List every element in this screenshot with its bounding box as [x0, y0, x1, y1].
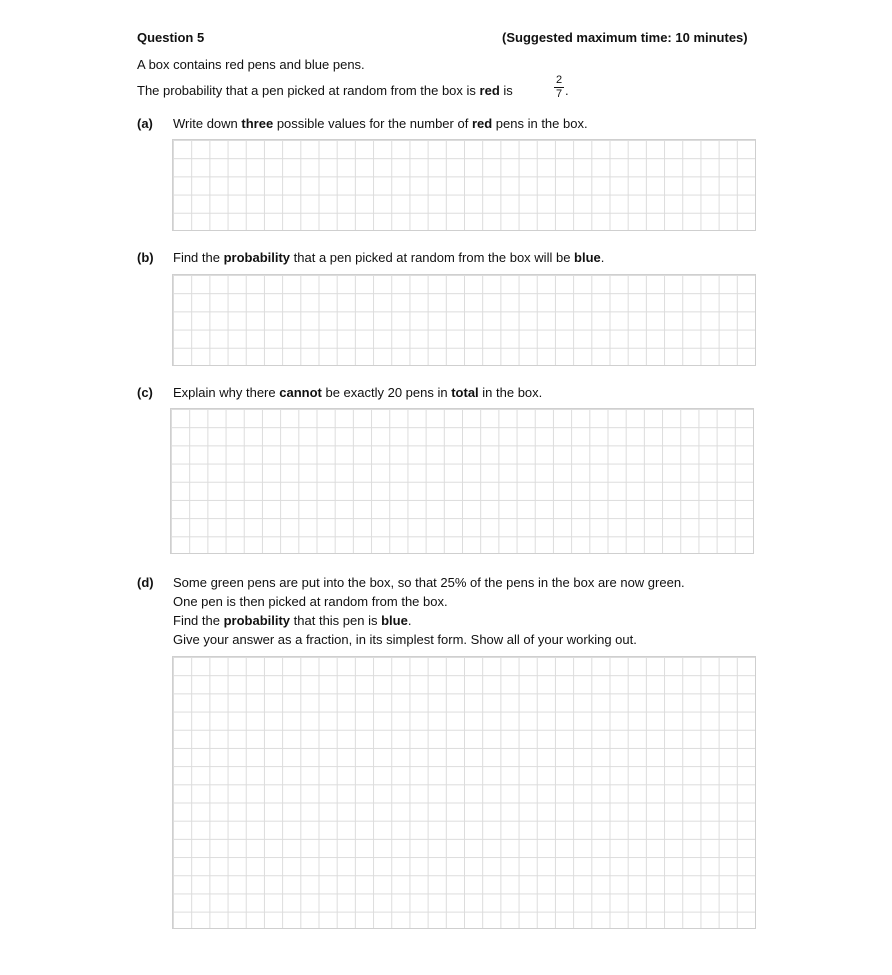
part-a-question — [173, 115, 588, 132]
part-c-text-2: be exactly 20 pens in — [321, 385, 452, 400]
part-d-bold-2: blue — [381, 613, 408, 628]
part-a-text-2: possible values for the number of — [273, 116, 472, 131]
suggested-time: (Suggested maximum time: 10 minutes) — [502, 30, 748, 45]
fraction-denominator: 7 — [555, 88, 563, 100]
part-c-text-1: Explain why there — [173, 385, 280, 400]
part-a-bold-1: three — [241, 116, 274, 131]
part-b-label: (b) — [137, 250, 154, 265]
part-c-label: (c) — [137, 385, 153, 400]
part-d-answer-grid[interactable] — [172, 656, 756, 929]
part-d-text-1: Find the — [173, 613, 224, 628]
part-a-bold-2: red — [471, 116, 493, 131]
part-a-text-3: pens in the box. — [492, 116, 588, 131]
intro-red-word: red — [479, 83, 500, 98]
part-d-line-2: One pen is then picked at random from the box. — [173, 594, 448, 609]
part-b-answer-grid[interactable] — [172, 274, 756, 366]
part-c-bold-2: total — [451, 385, 479, 400]
part-b-question — [173, 249, 604, 266]
part-a-label: (a) — [137, 116, 153, 131]
part-b-text-2: that a pen picked at random from the box will be — [290, 250, 575, 265]
question-title: Question 5 — [137, 30, 205, 45]
intro-line-2-text: The probability that a pen picked at random from the box is — [137, 83, 480, 98]
fraction-numerator: 2 — [555, 74, 563, 86]
part-c-answer-grid[interactable] — [170, 408, 754, 554]
part-c-question — [173, 384, 542, 401]
part-c-text-3: in the box. — [478, 385, 543, 400]
part-d-label: (d) — [137, 575, 154, 590]
part-c-bold-1: cannot — [279, 385, 322, 400]
part-b-text-1: Find the — [173, 250, 224, 265]
probability-fraction — [554, 75, 564, 100]
part-d-line-3 — [173, 612, 411, 629]
part-a-answer-grid[interactable] — [172, 139, 756, 231]
part-d-line-1: Some green pens are put into the box, so that 25% of the pens in the box are now green. — [173, 575, 685, 590]
part-d-text-2: that this pen is — [290, 613, 382, 628]
part-b-bold-1: probability — [223, 250, 291, 265]
part-b-text-3: . — [600, 250, 605, 265]
intro-is-word: is — [499, 83, 513, 98]
part-d-bold-1: probability — [223, 613, 291, 628]
part-d-text-3: . — [407, 613, 412, 628]
intro-line-1: A box contains red pens and blue pens. — [137, 57, 365, 72]
part-b-bold-2: blue — [574, 250, 601, 265]
part-d-line-4: Give your answer as a fraction, in its simplest form. Show all of your working out. — [173, 632, 637, 647]
intro-line-2 — [137, 82, 513, 99]
intro-full-stop: . — [565, 83, 569, 98]
part-a-text-1: Write down — [173, 116, 242, 131]
